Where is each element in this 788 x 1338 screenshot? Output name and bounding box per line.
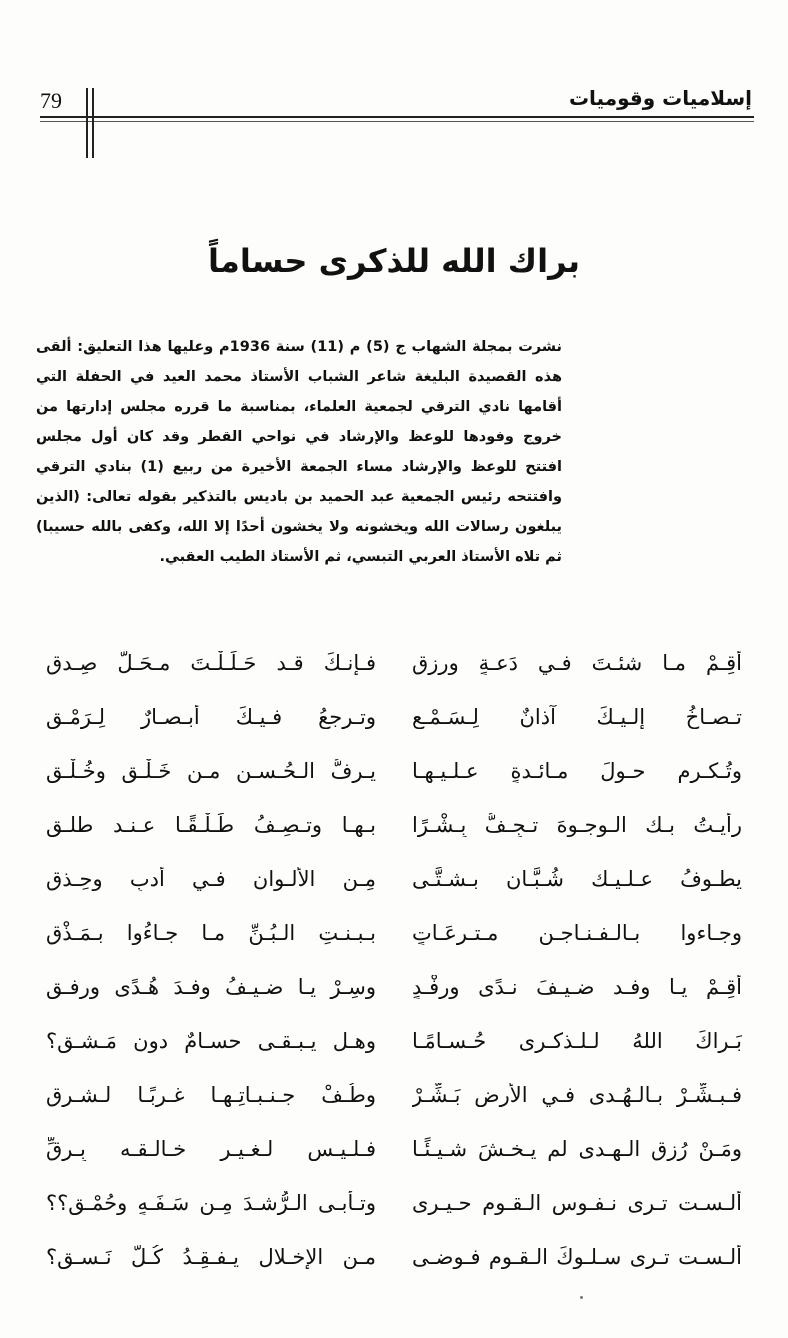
verse-first-hemistich: ألـسـت تـرى نـفـوس الـقـوم حـيـرى bbox=[412, 1191, 742, 1215]
verse-second-hemistich: بـبـنـتِ الـبُـنِّ مـا جـاءُوا بـمَـذْقِ bbox=[46, 921, 376, 945]
verse-row bbox=[46, 1014, 742, 1068]
verse-first-hemistich: تـصـاخُ إلـيـكَ آذانٌ لِـسَـمْـعٍ bbox=[412, 705, 742, 729]
verse-first-hemistich: فـبـشِّـرْ بـالـهُـدى فـي الأرض بَـشِّـرْ bbox=[412, 1083, 742, 1107]
header-rule-thin bbox=[40, 121, 754, 122]
verse-row bbox=[46, 1068, 742, 1122]
page-number: 79 bbox=[40, 88, 62, 113]
verse-first-hemistich: وجـاءوا بـالـفـنـاجـن مـتـرعَـاتٍ bbox=[412, 921, 742, 945]
verse-second-hemistich: مـن الإخـلال يـفـقِـدُ كُـلَّ نَـسـقِ؟ bbox=[46, 1245, 376, 1269]
verse-row bbox=[46, 744, 742, 798]
verse-second-hemistich: وتـرجعُ فـيـكَ أبـصـارٌ لِـرَمْـقِ bbox=[46, 705, 376, 729]
verse-row bbox=[46, 798, 742, 852]
verse-first-hemistich: يطـوفُ عـلـيـك شُـبَّـان بـشـتَّـى bbox=[412, 867, 742, 891]
verse-row bbox=[46, 906, 742, 960]
header-rule bbox=[40, 116, 754, 118]
header-vertical-rule bbox=[86, 88, 88, 158]
intro-paragraph bbox=[30, 332, 563, 620]
verse-first-hemistich: ومَـنْ رُزق الـهـدى لم يـخـشَ شـيـئًـا bbox=[412, 1137, 742, 1161]
poem-title: براك الله للذكرى حساماً bbox=[208, 242, 580, 280]
verse-second-hemistich: وسِـرْ يـا ضـيـفُ وفـدَ هُـدًى ورفـقِ bbox=[46, 975, 376, 999]
verse-first-hemistich: بَـراكَ اللهُ لـلـذكـرى حُـسـامًـا bbox=[412, 1029, 742, 1053]
verse-second-hemistich: يـرفُّ الـحُـسـن مـن خَـلْـقٍ وخُـلْـقِ bbox=[46, 759, 376, 783]
intro-text: نشرت بمجلة الشهاب ج (5) م (11) سنة 1936م وعليها هذا التعليق: ألقى هذه القصيدة البليغة شاعر الشباب الأستاذ محمد العيد في الحفلة التي أقامها نادي الترقي لجمعية العلماء، بمناسبة ما قرره مجلس إدارتها من خروج وفودها للوعظ والإرشاد في نواحي القطر وقد كان أول مجلس افتتح للوعظ والإرشاد مساء الجمعة الأخيرة من ربيع (1) بنادي الترقي وافتتحه رئيس الجمعية عبد الحميد بن باديس بالتذكير بقوله تعالى: (الذين يبلغون رسالات الله ويخشونه ولا يخشون أحدًا إلا الله، وكفى بالله حسيبا) ثم تلاه الأستاذ العربي التبسي، ثم الأستاذ الطيب العقبي. bbox=[30, 339, 563, 565]
verse-second-hemistich: مِـن الألـوان فـي أدبٍ وحِـذقِ bbox=[46, 867, 376, 891]
verse-row bbox=[46, 1176, 742, 1230]
running-title: إسلاميات وقوميات bbox=[568, 86, 752, 110]
page-header bbox=[0, 0, 788, 170]
verse-second-hemistich: وهـل يـبـقـى حسـامٌ دون مَـشـقِ؟ bbox=[46, 1029, 376, 1053]
header-vertical-rule bbox=[92, 88, 94, 158]
verse-row bbox=[46, 1122, 742, 1176]
verse-first-hemistich: أقِـمْ يـا وفـد ضـيـفَ نـدًى ورِفْـدٍ bbox=[412, 975, 742, 999]
verse-row bbox=[46, 636, 742, 690]
verse-row bbox=[46, 960, 742, 1014]
verse-second-hemistich: وتـأبـى الـرُّشـدَ مِـن سَـفَـهٍ وحُمْـقِ؟؟ bbox=[46, 1191, 376, 1215]
verse-row bbox=[46, 1230, 742, 1284]
print-speck bbox=[580, 1296, 583, 1299]
verse-first-hemistich: رأيـتُ بـك الـوجـوهَ تـجِـفُّ بِـشْـرًا bbox=[412, 813, 742, 837]
verse-second-hemistich: وطُـفْ جـنـبـاتِـهـا غـربًـا لـشـرقِ bbox=[46, 1083, 376, 1107]
poem-verses bbox=[46, 636, 742, 1269]
verse-row bbox=[46, 852, 742, 906]
verse-first-hemistich: ألـسـت تـرى سـلـوكَ الـقـوم فـوضـى bbox=[412, 1245, 742, 1269]
verse-first-hemistich: أقِـمْ مـا شئـتَ فـي دَعـةٍ ورزقٍ bbox=[412, 651, 742, 675]
verse-second-hemistich: فـإنـكَ قـد حَـلَـلْـتَ مـحَـلَّ صِـدقِ bbox=[46, 651, 376, 675]
verse-first-hemistich: وتُـكـرم حـولَ مـائـدةٍ عـلـيـهـا bbox=[412, 759, 742, 783]
verse-second-hemistich: بـهـا وتـصِـفُ طَـلْـقًـا عـنـد طلـقِ bbox=[46, 813, 376, 837]
verse-row bbox=[46, 690, 742, 744]
verse-second-hemistich: فـلـيـس لـغـيـر خـالـقـه بِـرِقِّ bbox=[46, 1137, 376, 1161]
